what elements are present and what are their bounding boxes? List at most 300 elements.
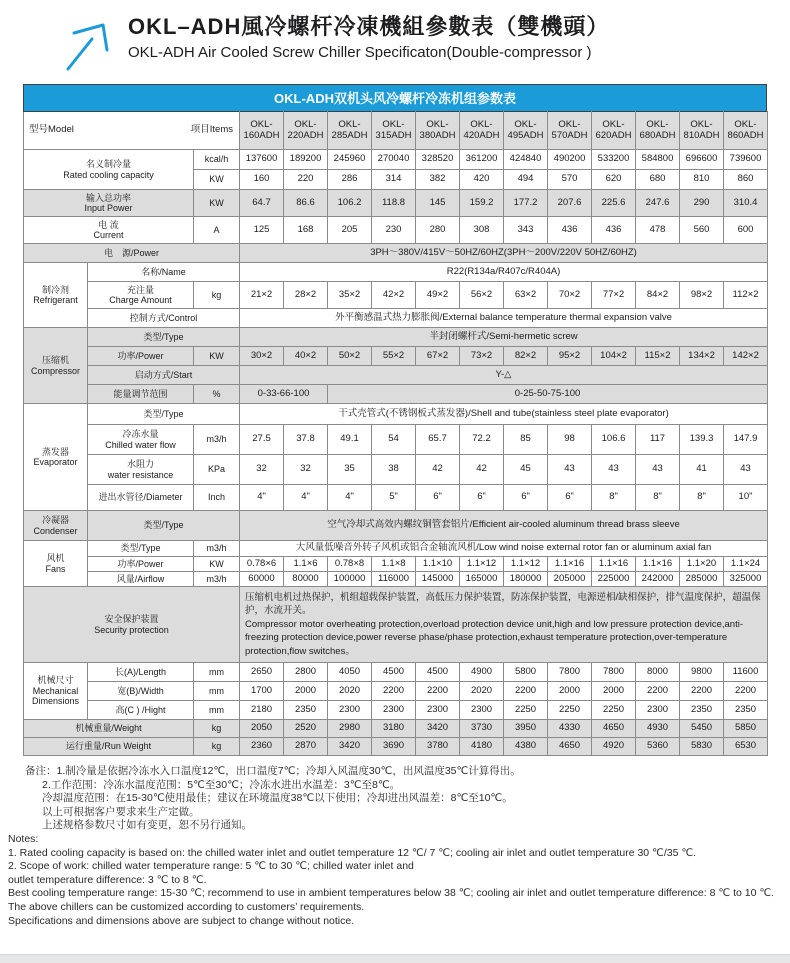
value-cell: 35: [328, 455, 372, 485]
value-cell: 5360: [636, 738, 680, 756]
value-cell: 4": [284, 485, 328, 511]
table-row: [24, 385, 768, 404]
value-cell: 2250: [504, 701, 548, 720]
value-cell: 2200: [636, 682, 680, 701]
value-cell: 0.78×6: [240, 557, 284, 572]
unit-cell: m3/h: [194, 541, 240, 557]
table-row: [24, 425, 768, 455]
doc-title-en: OKL-ADH Air Cooled Screw Chiller Specificaton(Double-compressor ): [128, 44, 592, 61]
value-cell: 424840: [504, 150, 548, 170]
table-row: [24, 720, 768, 738]
table-row: [24, 404, 768, 425]
value-cell: 2000: [284, 682, 328, 701]
table-row: [24, 150, 768, 170]
value-cell: 490200: [548, 150, 592, 170]
value-cell: 159.2: [460, 190, 504, 217]
value-cell: 70×2: [548, 282, 592, 309]
value-cell: 220: [284, 170, 328, 190]
value-cell: 2650: [240, 663, 284, 682]
table-banner: OKL-ADH双机头风冷螺杆冷冻机组参数表: [23, 84, 767, 111]
value-cell: 343: [504, 217, 548, 244]
value-cell: 584800: [636, 150, 680, 170]
value-cell: 0.78×8: [328, 557, 372, 572]
value-cell: 41: [680, 455, 724, 485]
value-cell: 328520: [416, 150, 460, 170]
value-cell: 64.7: [240, 190, 284, 217]
table-row: [24, 217, 768, 244]
value-cell: 290: [680, 190, 724, 217]
value-cell: 外平衡感温式热力膨胀阀/External balance temperature thermal expansion valve: [240, 309, 768, 328]
value-cell: 570: [548, 170, 592, 190]
value-cell: 32: [284, 455, 328, 485]
unit-cell: m3/h: [194, 572, 240, 587]
value-cell: 2000: [592, 682, 636, 701]
value-cell: 4330: [548, 720, 592, 738]
value-cell: 533200: [592, 150, 636, 170]
unit-cell: KW: [194, 170, 240, 190]
spec-table-wrap: [23, 84, 767, 756]
value-cell: 4380: [504, 738, 548, 756]
unit-cell: KW: [194, 190, 240, 217]
value-cell: 干式壳管式(不锈钢板式蒸发器)/Shell and tube(stainless steel plate evaporator): [240, 404, 768, 425]
value-cell: 2200: [372, 682, 416, 701]
row-label: 长(A)/Length: [88, 663, 194, 682]
value-cell: 0-33-66-100: [240, 385, 328, 404]
value-cell: 168: [284, 217, 328, 244]
value-cell: 98×2: [680, 282, 724, 309]
value-cell: 600: [724, 217, 768, 244]
value-cell: 50×2: [328, 347, 372, 366]
value-cell: 2200: [504, 682, 548, 701]
table-row: [24, 485, 768, 511]
value-cell: 165000: [460, 572, 504, 587]
value-cell: 1.1×16: [592, 557, 636, 572]
value-cell: 6530: [724, 738, 768, 756]
row-label: 功率/Power: [88, 347, 194, 366]
unit-cell: KW: [194, 347, 240, 366]
note-line-zh: 上述规格参数尺寸如有变更，恕不另行通知。: [42, 819, 252, 832]
value-cell: 56×2: [460, 282, 504, 309]
value-cell: 3420: [328, 738, 372, 756]
table-row: [24, 587, 768, 663]
value-cell: 125: [240, 217, 284, 244]
value-cell: 2200: [724, 682, 768, 701]
value-cell: 27.5: [240, 425, 284, 455]
value-cell: 696600: [680, 150, 724, 170]
value-cell: 2800: [284, 663, 328, 682]
value-cell: 860: [724, 170, 768, 190]
value-cell: 2050: [240, 720, 284, 738]
table-row: [24, 309, 768, 328]
row-label: 水阻力 water resistance: [88, 455, 194, 485]
model-header: OKL- 620ADH: [592, 112, 636, 150]
doc-header: [0, 0, 790, 84]
note-line-en: Specifications and dimensions above are subject to change without notice.: [8, 914, 355, 927]
row-label: 类型/Type: [88, 328, 240, 347]
value-cell: 139.3: [680, 425, 724, 455]
value-cell: 空气冷却式高效内螺纹铜管套铝片/Efficient air-cooled aluminum thread brass sleeve: [240, 511, 768, 541]
value-cell: 95×2: [548, 347, 592, 366]
model-header: OKL- 160ADH: [240, 112, 284, 150]
note-line-en: Best cooling temperature range: 15-30 ℃; recommend to use in ambient temperatures below 38 ℃; cooling air inlet and outlet temperature difference: 8 ℃ to 10 ℃.: [8, 887, 775, 900]
value-cell: 32: [240, 455, 284, 485]
row-label: 电 流 Current: [24, 217, 194, 244]
row-label: 制冷剂 Refrigerant: [24, 263, 88, 328]
value-cell: 65.7: [416, 425, 460, 455]
value-cell: 3950: [504, 720, 548, 738]
unit-cell: KW: [194, 557, 240, 572]
value-cell: 28×2: [284, 282, 328, 309]
value-cell: 225.6: [592, 190, 636, 217]
value-cell: 1.1×10: [416, 557, 460, 572]
row-label: 机械重量/Weight: [24, 720, 194, 738]
value-cell: 308: [460, 217, 504, 244]
value-cell: 8000: [636, 663, 680, 682]
value-cell: 5830: [680, 738, 724, 756]
value-cell: 420: [460, 170, 504, 190]
value-cell: 3PH～380V/415V～50HZ/60HZ(3PH～200V/220V 50HZ/60HZ): [240, 244, 768, 263]
model-header: OKL- 810ADH: [680, 112, 724, 150]
value-cell: 137600: [240, 150, 284, 170]
unit-cell: m3/h: [194, 425, 240, 455]
value-cell: 177.2: [504, 190, 548, 217]
value-cell: 98: [548, 425, 592, 455]
note-line-en: Notes:: [8, 832, 39, 845]
row-label: 压缩机 Compressor: [24, 328, 88, 404]
value-cell: 0-25-50-75-100: [328, 385, 768, 404]
row-label: 类型/Type: [88, 541, 194, 557]
value-cell: 2300: [636, 701, 680, 720]
row-label: 电 源/Power: [24, 244, 240, 263]
value-cell: 72.2: [460, 425, 504, 455]
row-label: 安全保护装置 Security protection: [24, 587, 240, 663]
value-cell: 60000: [240, 572, 284, 587]
value-cell: 245960: [328, 150, 372, 170]
value-cell: 8": [636, 485, 680, 511]
table-row: [24, 190, 768, 217]
value-cell: 2360: [240, 738, 284, 756]
value-cell: 42: [460, 455, 504, 485]
value-cell: 6": [460, 485, 504, 511]
model-header: OKL- 220ADH: [284, 112, 328, 150]
row-label: 功率/Power: [88, 557, 194, 572]
value-cell: 270040: [372, 150, 416, 170]
value-cell: 810: [680, 170, 724, 190]
value-cell: 5450: [680, 720, 724, 738]
value-cell: 4050: [328, 663, 372, 682]
table-row: [24, 572, 768, 587]
model-header: OKL- 570ADH: [548, 112, 592, 150]
table-row: [24, 738, 768, 756]
note-line-en: 2. Scope of work: chilled water temperature range: 5 ℃ to 30 ℃; chilled water inlet and: [8, 860, 414, 873]
value-cell: 286: [328, 170, 372, 190]
value-cell: 42×2: [372, 282, 416, 309]
value-cell: 160: [240, 170, 284, 190]
doc-titles: [128, 12, 609, 63]
value-cell: 4": [240, 485, 284, 511]
value-cell: 大风量低噪音外转子风机或铝合金轴流风机/Low wind noise external rotor fan or aluminum axial fan: [240, 541, 768, 557]
table-row: [24, 263, 768, 282]
value-cell: 2000: [548, 682, 592, 701]
value-cell: 86.6: [284, 190, 328, 217]
table-row: [24, 328, 768, 347]
value-cell: Y-△: [240, 366, 768, 385]
corner-items-label: 项目Items: [190, 124, 234, 135]
doc-title-zh: OKL–ADH風冷螺杆冷凍機組參數表（雙機頭）: [128, 14, 610, 39]
value-cell: 285000: [680, 572, 724, 587]
unit-cell: mm: [194, 663, 240, 682]
value-cell: 43: [548, 455, 592, 485]
value-cell: 4650: [548, 738, 592, 756]
model-header: OKL- 315ADH: [372, 112, 416, 150]
note-line-en: 1. Rated cooling capacity is based on: the chilled water inlet and outlet temperature 12 ℃/ 7 ℃; cooling air inlet and outlet temperature 30 ℃/35 ℃.: [8, 846, 697, 859]
table-row: [24, 347, 768, 366]
value-cell: 2250: [548, 701, 592, 720]
value-cell: 6": [504, 485, 548, 511]
value-cell: 84×2: [636, 282, 680, 309]
value-cell: 207.6: [548, 190, 592, 217]
value-cell: 2200: [680, 682, 724, 701]
unit-cell: Inch: [194, 485, 240, 511]
value-cell: 180000: [504, 572, 548, 587]
value-cell: 63×2: [504, 282, 548, 309]
spec-table: [23, 111, 768, 756]
value-cell: 半封闭螺杆式/Semi-hermetic screw: [240, 328, 768, 347]
unit-cell: kg: [194, 282, 240, 309]
table-row: [24, 701, 768, 720]
value-cell: 5": [372, 485, 416, 511]
value-cell: 7800: [592, 663, 636, 682]
unit-cell: mm: [194, 701, 240, 720]
model-header: OKL- 680ADH: [636, 112, 680, 150]
value-cell: 43: [636, 455, 680, 485]
unit-cell: kg: [194, 738, 240, 756]
value-cell: 310.4: [724, 190, 768, 217]
value-cell: 4": [328, 485, 372, 511]
row-label: 冷凝器 Condenser: [24, 511, 88, 541]
value-cell: 2350: [284, 701, 328, 720]
value-cell: 2870: [284, 738, 328, 756]
value-cell: 100000: [328, 572, 372, 587]
value-cell: 3690: [372, 738, 416, 756]
value-cell: 2020: [460, 682, 504, 701]
value-cell: 43: [592, 455, 636, 485]
row-label: 宽(B)/Width: [88, 682, 194, 701]
value-cell: 1.1×24: [724, 557, 768, 572]
value-cell: 4180: [460, 738, 504, 756]
model-header: OKL- 420ADH: [460, 112, 504, 150]
value-cell: 5800: [504, 663, 548, 682]
row-label: 运行重量/Run Weight: [24, 738, 194, 756]
value-cell: 4500: [416, 663, 460, 682]
value-cell: 230: [372, 217, 416, 244]
value-cell: 106.2: [328, 190, 372, 217]
value-cell: 43: [724, 455, 768, 485]
note-line-zh: 以上可根据客户要求来生产定做。: [42, 805, 200, 818]
model-header: OKL- 495ADH: [504, 112, 548, 150]
value-cell: 压缩机电机过热保护，机组超载保护装置，高低压力保护装置，防冻保护装置，电源逆相/缺相保护，排气温度保护，超温保护，水流开关。 Compressor motor overheating protection,overload protection device unit,high and low pressure protection device,anti-freezing protection device,power reverse phase/phase protection,exhaust temperature protection,over-temperature protection,flow switches。: [240, 587, 768, 663]
value-cell: 247.6: [636, 190, 680, 217]
value-cell: 82×2: [504, 347, 548, 366]
unit-cell: A: [194, 217, 240, 244]
value-cell: 2250: [592, 701, 636, 720]
value-cell: 2180: [240, 701, 284, 720]
value-cell: 45: [504, 455, 548, 485]
value-cell: 680: [636, 170, 680, 190]
value-cell: 134×2: [680, 347, 724, 366]
value-cell: 189200: [284, 150, 328, 170]
value-cell: 1.1×12: [504, 557, 548, 572]
value-cell: R22(R134a/R407c/R404A): [240, 263, 768, 282]
value-cell: 2200: [416, 682, 460, 701]
value-cell: 2350: [680, 701, 724, 720]
value-cell: 116000: [372, 572, 416, 587]
value-cell: 112×2: [724, 282, 768, 309]
row-label: 启动方式/Start: [88, 366, 240, 385]
value-cell: 49×2: [416, 282, 460, 309]
row-label: 名称/Name: [88, 263, 240, 282]
table-row: [24, 282, 768, 309]
note-line-zh: 备注：1.制冷量是依据冷冻水入口温度12℃，出口温度7℃；冷却入风温度30℃，出风温度35℃计算得出。: [25, 765, 521, 777]
row-label: 名义制冷量 Rated cooling capacity: [24, 150, 194, 190]
corner-model-label: 型号Model: [29, 124, 74, 135]
value-cell: 7800: [548, 663, 592, 682]
value-cell: 40×2: [284, 347, 328, 366]
value-cell: 118.8: [372, 190, 416, 217]
corner-header-cell: [24, 112, 240, 150]
note-line-zh: 冷却温度范围：在15-30℃使用最佳；建议在环境温度38℃以下使用；冷却进出风温差：8℃至10℃。: [42, 792, 513, 805]
row-label: 类型/Type: [88, 404, 240, 425]
value-cell: 3780: [416, 738, 460, 756]
value-cell: 1.1×16: [636, 557, 680, 572]
value-cell: 560: [680, 217, 724, 244]
value-cell: 2300: [460, 701, 504, 720]
value-cell: 2300: [328, 701, 372, 720]
value-cell: 117: [636, 425, 680, 455]
value-cell: 8": [592, 485, 636, 511]
value-cell: 6": [416, 485, 460, 511]
value-cell: 4650: [592, 720, 636, 738]
note-line-en: The above chillers can be customized according to customers’ requirements.: [8, 900, 365, 913]
value-cell: 1.1×6: [284, 557, 328, 572]
unit-cell: kcal/h: [194, 150, 240, 170]
value-cell: 30×2: [240, 347, 284, 366]
value-cell: 3420: [416, 720, 460, 738]
row-label: 冷冻水量 Chilled water flow: [88, 425, 194, 455]
value-cell: 1.1×12: [460, 557, 504, 572]
value-cell: 325000: [724, 572, 768, 587]
bottom-panel-edge: [0, 954, 790, 963]
value-cell: 104×2: [592, 347, 636, 366]
value-cell: 67×2: [416, 347, 460, 366]
value-cell: 37.8: [284, 425, 328, 455]
value-cell: 42: [416, 455, 460, 485]
value-cell: 35×2: [328, 282, 372, 309]
value-cell: 55×2: [372, 347, 416, 366]
row-label: 输入总功率 Input Power: [24, 190, 194, 217]
value-cell: 2300: [372, 701, 416, 720]
value-cell: 1.1×8: [372, 557, 416, 572]
value-cell: 11600: [724, 663, 768, 682]
value-cell: 4920: [592, 738, 636, 756]
unit-cell: mm: [194, 682, 240, 701]
value-cell: 21×2: [240, 282, 284, 309]
value-cell: 54: [372, 425, 416, 455]
value-cell: 49.1: [328, 425, 372, 455]
row-label: 能量调节范围: [88, 385, 194, 404]
row-label: 控制方式/Control: [88, 309, 240, 328]
value-cell: 361200: [460, 150, 504, 170]
model-header: OKL- 380ADH: [416, 112, 460, 150]
value-cell: 3730: [460, 720, 504, 738]
value-cell: 620: [592, 170, 636, 190]
value-cell: 106.6: [592, 425, 636, 455]
table-row: [24, 541, 768, 557]
row-label: 机械尺寸 Mechanical Dimensions: [24, 663, 88, 720]
unit-cell: kg: [194, 720, 240, 738]
value-cell: 2350: [724, 701, 768, 720]
value-cell: 478: [636, 217, 680, 244]
value-cell: 494: [504, 170, 548, 190]
table-row: [24, 112, 768, 150]
value-cell: 2520: [284, 720, 328, 738]
value-cell: 242000: [636, 572, 680, 587]
value-cell: 4930: [636, 720, 680, 738]
row-label: 风机 Fans: [24, 541, 88, 587]
value-cell: 4900: [460, 663, 504, 682]
row-label: 类型/Type: [88, 511, 240, 541]
value-cell: 145: [416, 190, 460, 217]
note-line-en: outlet temperature difference: 3 ℃ to 8 ℃.: [8, 873, 207, 886]
model-header: OKL- 285ADH: [328, 112, 372, 150]
notes-section: [8, 765, 790, 928]
value-cell: 2980: [328, 720, 372, 738]
unit-cell: KPa: [194, 455, 240, 485]
row-label: 进出水管径/Diameter: [88, 485, 194, 511]
value-cell: 2020: [328, 682, 372, 701]
value-cell: 382: [416, 170, 460, 190]
value-cell: 73×2: [460, 347, 504, 366]
value-cell: 205: [328, 217, 372, 244]
table-row: [24, 244, 768, 263]
value-cell: 147.9: [724, 425, 768, 455]
table-row: [24, 366, 768, 385]
value-cell: 314: [372, 170, 416, 190]
value-cell: 8": [680, 485, 724, 511]
value-cell: 436: [592, 217, 636, 244]
value-cell: 85: [504, 425, 548, 455]
value-cell: 38: [372, 455, 416, 485]
value-cell: 9800: [680, 663, 724, 682]
value-cell: 115×2: [636, 347, 680, 366]
value-cell: 1700: [240, 682, 284, 701]
value-cell: 2300: [416, 701, 460, 720]
value-cell: 5850: [724, 720, 768, 738]
row-label: 蒸发器 Evaporator: [24, 404, 88, 511]
note-line-zh: 2.工作范围：冷冻水温度范围：5℃至30℃；冷冻水进出水温差：3℃至8℃。: [42, 778, 401, 791]
value-cell: 225000: [592, 572, 636, 587]
table-row: [24, 557, 768, 572]
table-row: [24, 682, 768, 701]
row-label: 高(C ) /Hight: [88, 701, 194, 720]
unit-cell: %: [194, 385, 240, 404]
value-cell: 145000: [416, 572, 460, 587]
table-row: [24, 663, 768, 682]
value-cell: 205000: [548, 572, 592, 587]
model-header: OKL- 860ADH: [724, 112, 768, 150]
value-cell: 280: [416, 217, 460, 244]
row-label: 充注量 Charge Amount: [88, 282, 194, 309]
